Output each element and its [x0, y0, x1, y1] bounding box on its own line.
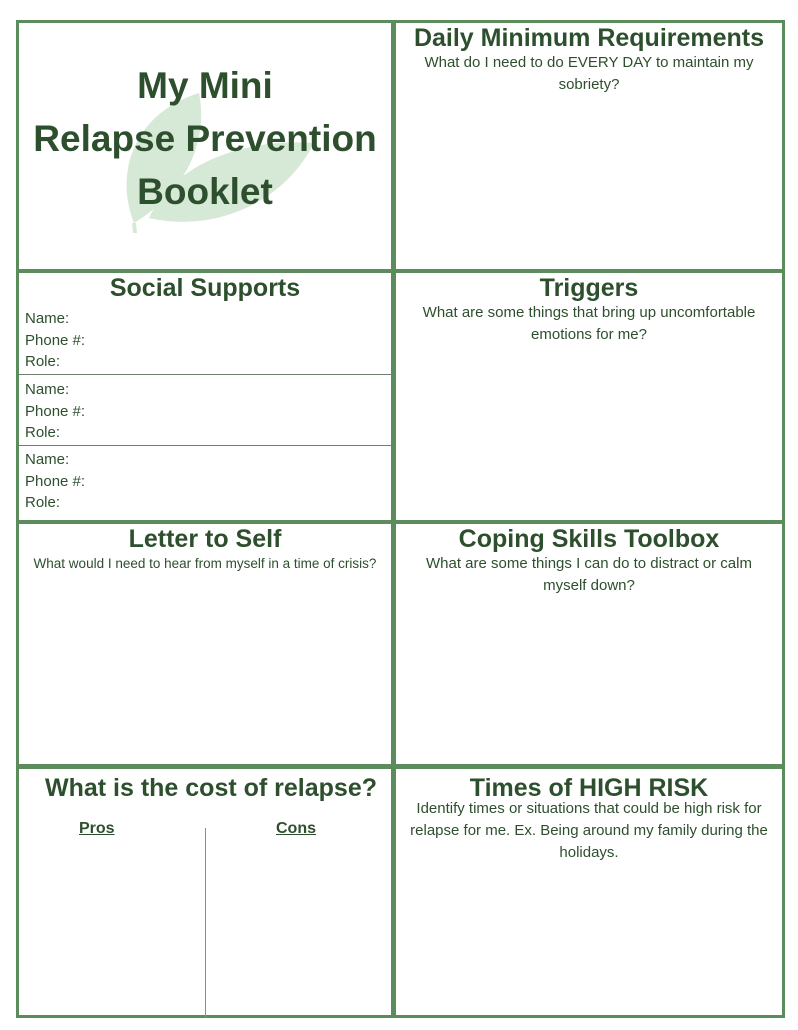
coping-panel[interactable] [393, 521, 785, 767]
daily-title: Daily Minimum Requirements [413, 24, 765, 52]
high-risk-panel[interactable] [393, 766, 785, 1018]
letter-title: Letter to Self [128, 525, 282, 553]
letter-panel[interactable] [16, 521, 394, 767]
name-label: Name: [25, 451, 70, 468]
social-panel[interactable] [16, 270, 394, 523]
role-label: Role: [25, 424, 61, 441]
divider [19, 374, 394, 375]
title-line-1: My Mini [137, 65, 273, 106]
cost-panel[interactable] [16, 766, 394, 1018]
name-label: Name: [25, 310, 70, 327]
phone-label: Phone #: [25, 402, 86, 420]
role-label: Role: [25, 494, 61, 511]
triggers-panel[interactable] [393, 270, 785, 523]
daily-panel[interactable] [393, 20, 785, 272]
name-label: Name: [25, 381, 70, 398]
triggers-title: Triggers [539, 274, 639, 302]
high-risk-title: Times of HIGH RISK [469, 774, 709, 802]
booklet-title [19, 59, 391, 218]
pros-cons-divider [205, 828, 206, 1018]
support-entry-3[interactable] [25, 449, 85, 514]
coping-prompt: What are some things I can do to distract or calm myself down? [426, 555, 752, 594]
phone-label: Phone #: [25, 331, 86, 349]
support-entry-1[interactable] [25, 308, 85, 373]
phone-label: Phone #: [25, 472, 86, 490]
daily-prompt: What do I need to do EVERY DAY to maintain my sobriety? [424, 54, 754, 93]
divider [19, 445, 394, 446]
high-risk-prompt: Identify times or situations that could be high risk for relapse for me. Ex. Being around my family during the holidays. [410, 800, 768, 861]
support-entry-2[interactable] [25, 379, 85, 444]
cover-panel [16, 20, 394, 272]
title-line-3: Booklet [137, 171, 273, 212]
cost-title: What is the cost of relapse? [44, 774, 377, 802]
social-title: Social Supports [109, 274, 301, 302]
coping-title: Coping Skills Toolbox [458, 525, 720, 553]
letter-prompt: What would I need to hear from myself in a time of crisis? [33, 556, 377, 571]
pros-heading: Pros [79, 820, 115, 837]
role-label: Role: [25, 353, 61, 370]
cons-heading: Cons [276, 820, 316, 837]
triggers-prompt: What are some things that bring up uncomfortable emotions for me? [422, 304, 756, 343]
title-line-2: Relapse Prevention [33, 118, 377, 159]
